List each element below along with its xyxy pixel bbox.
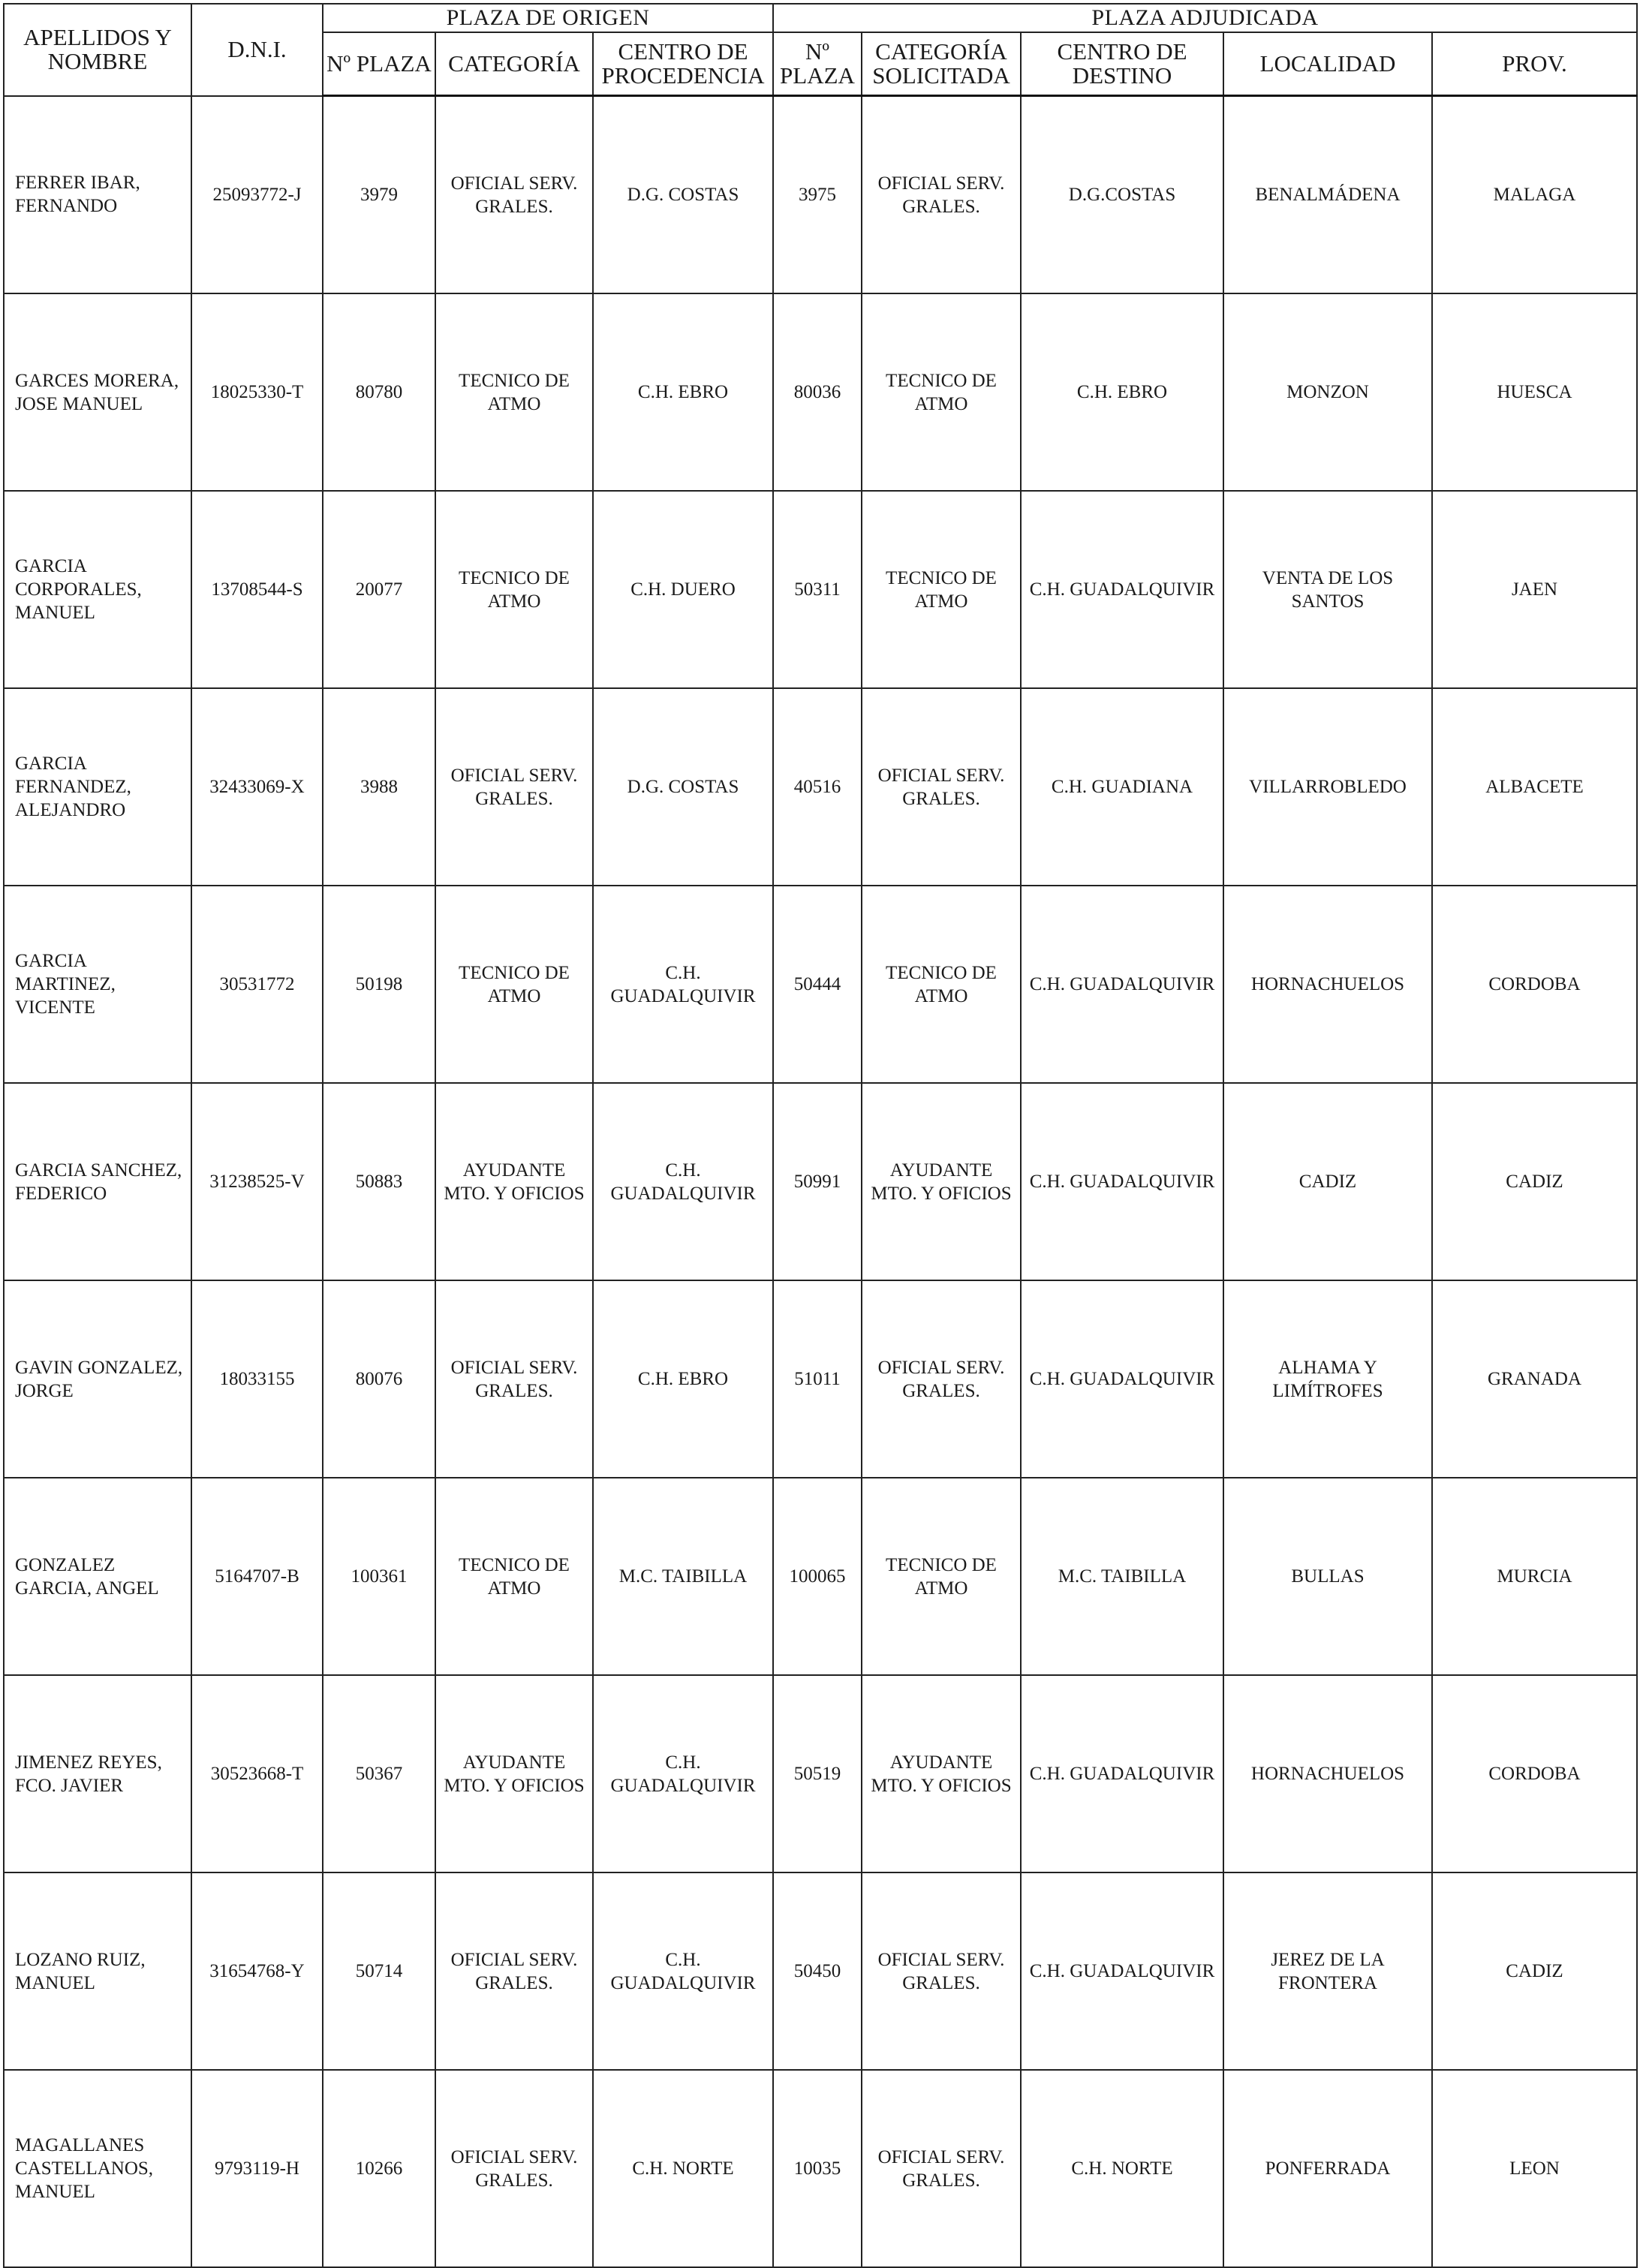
header-localidad: LOCALIDAD	[1223, 32, 1432, 96]
cell-adj-centro: C.H. EBRO	[1021, 293, 1223, 491]
cell-localidad: HORNACHUELOS	[1223, 886, 1432, 1083]
header-origen-plaza: Nº PLAZA	[323, 32, 435, 96]
table-row	[4, 1872, 1637, 2070]
cell-origen-categoria: TECNICO DE ATMO	[435, 1478, 593, 1675]
cell-nombre: JIMENEZ REYES, FCO. JAVIER	[4, 1675, 191, 1872]
cell-localidad: JEREZ DE LA FRONTERA	[1223, 1872, 1432, 2070]
cell-adj-categoria: TECNICO DE ATMO	[862, 491, 1021, 688]
cell-adj-centro: C.H. GUADALQUIVIR	[1021, 1083, 1223, 1280]
cell-dni: 18025330-T	[191, 293, 323, 491]
table-row	[4, 1083, 1637, 1280]
cell-origen-plaza: 20077	[323, 491, 435, 688]
cell-adj-categoria: OFICIAL SERV. GRALES.	[862, 1872, 1021, 2070]
cell-adj-plaza: 40516	[773, 688, 862, 886]
cell-dni: 31238525-V	[191, 1083, 323, 1280]
cell-localidad: ALHAMA Y LIMÍTROFES	[1223, 1280, 1432, 1478]
header-plaza-de-origen: PLAZA DE ORIGEN	[323, 4, 773, 32]
cell-prov: JAEN	[1432, 491, 1637, 688]
header-plaza-adjudicada: PLAZA ADJUDICADA	[773, 4, 1637, 32]
cell-prov: LEON	[1432, 2070, 1637, 2267]
cell-adj-centro: C.H. GUADALQUIVIR	[1021, 1675, 1223, 1872]
cell-localidad: MONZON	[1223, 293, 1432, 491]
cell-localidad: HORNACHUELOS	[1223, 1675, 1432, 1872]
cell-prov: GRANADA	[1432, 1280, 1637, 1478]
table-row	[4, 2070, 1637, 2267]
header-adj-centro: CENTRO DE DESTINO	[1021, 32, 1223, 96]
cell-prov: MALAGA	[1432, 96, 1637, 294]
cell-adj-centro: D.G.COSTAS	[1021, 96, 1223, 294]
cell-origen-categoria: TECNICO DE ATMO	[435, 293, 593, 491]
cell-origen-plaza: 50883	[323, 1083, 435, 1280]
cell-origen-categoria: OFICIAL SERV. GRALES.	[435, 688, 593, 886]
table-row	[4, 1675, 1637, 1872]
header-group-row	[4, 4, 1637, 32]
cell-origen-centro: D.G. COSTAS	[593, 96, 773, 294]
header-adj-categoria: CATEGORÍA SOLICITADA	[862, 32, 1021, 96]
cell-nombre: GARCIA SANCHEZ, FEDERICO	[4, 1083, 191, 1280]
cell-nombre: GAVIN GONZALEZ, JORGE	[4, 1280, 191, 1478]
cell-adj-categoria: AYUDANTE MTO. Y OFICIOS	[862, 1083, 1021, 1280]
table-row	[4, 491, 1637, 688]
table-row	[4, 1280, 1637, 1478]
table-row	[4, 688, 1637, 886]
cell-origen-centro: C.H. NORTE	[593, 2070, 773, 2267]
cell-origen-centro: C.H. EBRO	[593, 293, 773, 491]
cell-origen-categoria: OFICIAL SERV. GRALES.	[435, 2070, 593, 2267]
cell-origen-categoria: TECNICO DE ATMO	[435, 491, 593, 688]
cell-origen-categoria: OFICIAL SERV. GRALES.	[435, 1872, 593, 2070]
cell-dni: 18033155	[191, 1280, 323, 1478]
header-origen-categoria: CATEGORÍA	[435, 32, 593, 96]
cell-nombre: GARCES MORERA, JOSE MANUEL	[4, 293, 191, 491]
cell-origen-plaza: 3979	[323, 96, 435, 294]
cell-adj-categoria: OFICIAL SERV. GRALES.	[862, 2070, 1021, 2267]
cell-localidad: BENALMÁDENA	[1223, 96, 1432, 294]
cell-nombre: GARCIA CORPORALES, MANUEL	[4, 491, 191, 688]
cell-dni: 5164707-B	[191, 1478, 323, 1675]
cell-origen-categoria: AYUDANTE MTO. Y OFICIOS	[435, 1083, 593, 1280]
cell-origen-centro: C.H. EBRO	[593, 1280, 773, 1478]
cell-origen-plaza: 50367	[323, 1675, 435, 1872]
cell-nombre: GARCIA FERNANDEZ, ALEJANDRO	[4, 688, 191, 886]
cell-prov: MURCIA	[1432, 1478, 1637, 1675]
cell-adj-plaza: 3975	[773, 96, 862, 294]
cell-nombre: MAGALLANES CASTELLANOS, MANUEL	[4, 2070, 191, 2267]
cell-origen-plaza: 3988	[323, 688, 435, 886]
cell-nombre: LOZANO RUIZ, MANUEL	[4, 1872, 191, 2070]
cell-adj-centro: C.H. GUADIANA	[1021, 688, 1223, 886]
cell-prov: CORDOBA	[1432, 886, 1637, 1083]
header-adj-plaza: Nº PLAZA	[773, 32, 862, 96]
cell-adj-plaza: 50450	[773, 1872, 862, 2070]
cell-adj-categoria: TECNICO DE ATMO	[862, 1478, 1021, 1675]
cell-adj-centro: C.H. GUADALQUIVIR	[1021, 1872, 1223, 2070]
cell-adj-plaza: 80036	[773, 293, 862, 491]
cell-nombre: GARCIA MARTINEZ, VICENTE	[4, 886, 191, 1083]
header-prov: PROV.	[1432, 32, 1637, 96]
cell-adj-centro: C.H. GUADALQUIVIR	[1021, 491, 1223, 688]
cell-origen-categoria: OFICIAL SERV. GRALES.	[435, 1280, 593, 1478]
cell-prov: ALBACETE	[1432, 688, 1637, 886]
cell-origen-centro: C.H. DUERO	[593, 491, 773, 688]
cell-dni: 13708544-S	[191, 491, 323, 688]
cell-adj-plaza: 51011	[773, 1280, 862, 1478]
cell-adj-categoria: TECNICO DE ATMO	[862, 886, 1021, 1083]
cell-dni: 9793119-H	[191, 2070, 323, 2267]
cell-dni: 32433069-X	[191, 688, 323, 886]
cell-prov: CADIZ	[1432, 1872, 1637, 2070]
cell-adj-centro: C.H. GUADALQUIVIR	[1021, 886, 1223, 1083]
adjudication-table	[3, 3, 1638, 2268]
cell-localidad: CADIZ	[1223, 1083, 1432, 1280]
cell-nombre: GONZALEZ GARCIA, ANGEL	[4, 1478, 191, 1675]
header-dni: D.N.I.	[191, 4, 323, 96]
cell-adj-plaza: 50991	[773, 1083, 862, 1280]
cell-adj-categoria: OFICIAL SERV. GRALES.	[862, 1280, 1021, 1478]
cell-localidad: PONFERRADA	[1223, 2070, 1432, 2267]
cell-dni: 31654768-Y	[191, 1872, 323, 2070]
table-row	[4, 886, 1637, 1083]
cell-adj-centro: C.H. NORTE	[1021, 2070, 1223, 2267]
cell-origen-plaza: 50198	[323, 886, 435, 1083]
cell-localidad: VENTA DE LOS SANTOS	[1223, 491, 1432, 688]
cell-origen-centro: C.H. GUADALQUIVIR	[593, 1083, 773, 1280]
cell-prov: HUESCA	[1432, 293, 1637, 491]
cell-dni: 30531772	[191, 886, 323, 1083]
cell-prov: CADIZ	[1432, 1083, 1637, 1280]
cell-origen-centro: C.H. GUADALQUIVIR	[593, 1675, 773, 1872]
cell-dni: 30523668-T	[191, 1675, 323, 1872]
header-origen-centro: CENTRO DE PROCEDENCIA	[593, 32, 773, 96]
cell-origen-centro: D.G. COSTAS	[593, 688, 773, 886]
cell-prov: CORDOBA	[1432, 1675, 1637, 1872]
cell-origen-centro: C.H. GUADALQUIVIR	[593, 886, 773, 1083]
cell-origen-plaza: 100361	[323, 1478, 435, 1675]
cell-adj-plaza: 50519	[773, 1675, 862, 1872]
cell-origen-plaza: 10266	[323, 2070, 435, 2267]
header-nombre: APELLIDOS Y NOMBRE	[4, 4, 191, 96]
cell-dni: 25093772-J	[191, 96, 323, 294]
cell-adj-categoria: OFICIAL SERV. GRALES.	[862, 688, 1021, 886]
cell-origen-plaza: 80076	[323, 1280, 435, 1478]
cell-adj-plaza: 50311	[773, 491, 862, 688]
cell-origen-categoria: OFICIAL SERV. GRALES.	[435, 96, 593, 294]
cell-origen-plaza: 50714	[323, 1872, 435, 2070]
cell-origen-centro: M.C. TAIBILLA	[593, 1478, 773, 1675]
cell-adj-centro: M.C. TAIBILLA	[1021, 1478, 1223, 1675]
cell-localidad: BULLAS	[1223, 1478, 1432, 1675]
cell-adj-categoria: TECNICO DE ATMO	[862, 293, 1021, 491]
cell-adj-plaza: 100065	[773, 1478, 862, 1675]
table-row	[4, 96, 1637, 294]
cell-nombre: FERRER IBAR, FERNANDO	[4, 96, 191, 294]
cell-origen-plaza: 80780	[323, 293, 435, 491]
table-row	[4, 1478, 1637, 1675]
cell-adj-categoria: AYUDANTE MTO. Y OFICIOS	[862, 1675, 1021, 1872]
cell-adj-centro: C.H. GUADALQUIVIR	[1021, 1280, 1223, 1478]
cell-adj-categoria: OFICIAL SERV. GRALES.	[862, 96, 1021, 294]
cell-adj-plaza: 10035	[773, 2070, 862, 2267]
cell-localidad: VILLARROBLEDO	[1223, 688, 1432, 886]
cell-adj-plaza: 50444	[773, 886, 862, 1083]
cell-origen-categoria: AYUDANTE MTO. Y OFICIOS	[435, 1675, 593, 1872]
cell-origen-centro: C.H. GUADALQUIVIR	[593, 1872, 773, 2070]
cell-origen-categoria: TECNICO DE ATMO	[435, 886, 593, 1083]
table-row	[4, 293, 1637, 491]
